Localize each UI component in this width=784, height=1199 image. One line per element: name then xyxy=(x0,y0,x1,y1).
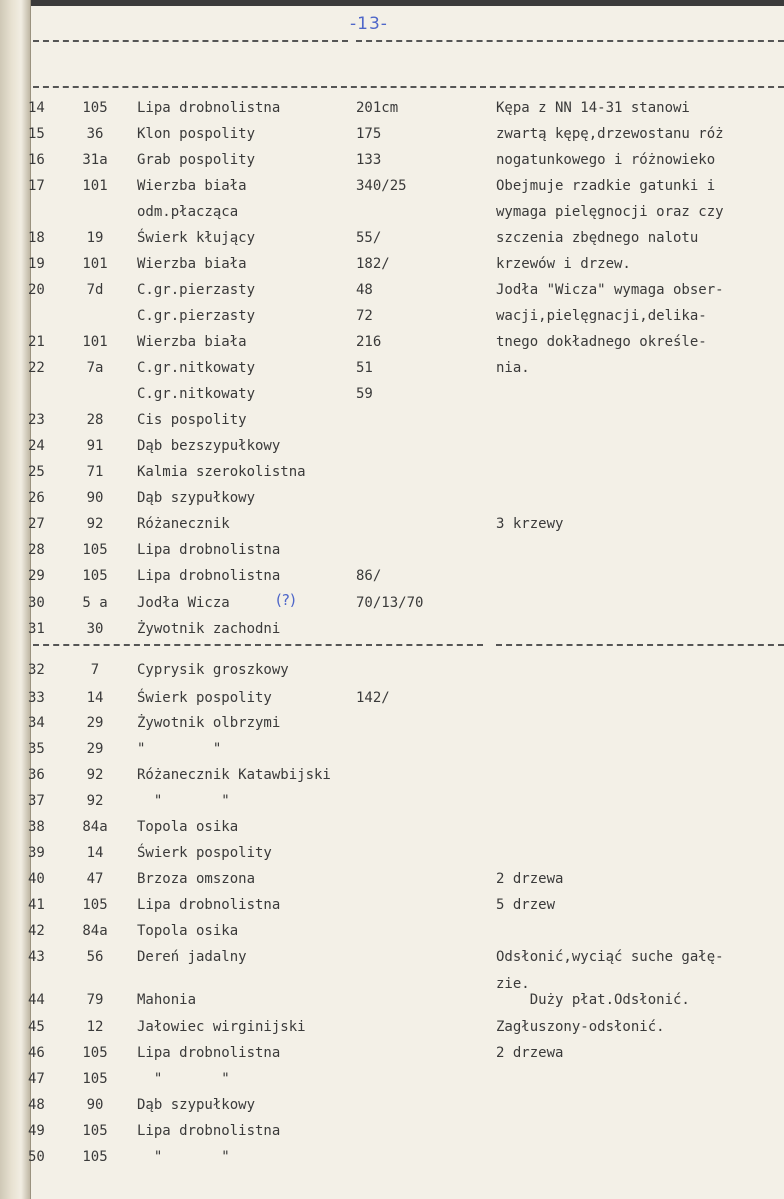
note-text: krzewów i drzew. xyxy=(496,256,631,272)
species-code: 105 xyxy=(82,897,108,913)
table-top-rule xyxy=(33,86,784,88)
measurement: 55/ xyxy=(356,230,382,246)
note-line xyxy=(0,200,784,224)
row-number: 32 xyxy=(28,662,45,678)
row-number: 15 xyxy=(28,126,45,142)
row-number: 40 xyxy=(28,871,45,887)
species-code: 90 xyxy=(86,1097,104,1113)
table-row xyxy=(0,919,784,943)
row-number: 20 xyxy=(28,282,45,298)
row-number: 42 xyxy=(28,923,45,939)
table-row xyxy=(0,434,784,458)
species-name: Dąb szypułkowy xyxy=(137,1097,256,1113)
table-row xyxy=(0,893,784,917)
note-text: wymaga pielęgnocji oraz czy xyxy=(496,204,724,220)
measurement: 133 xyxy=(356,152,382,168)
note-text: zwartą kępę,drzewostanu róż xyxy=(496,126,724,142)
species-name: Grab pospolity xyxy=(137,152,256,168)
species-code: 19 xyxy=(86,230,104,246)
species-name: Lipa drobnolistna xyxy=(137,897,281,913)
table-row xyxy=(0,658,784,682)
row-number: 35 xyxy=(28,741,45,757)
note-line xyxy=(0,278,784,302)
measurement: 51 xyxy=(356,360,373,376)
species-name: Dąb bezszypułkowy xyxy=(137,438,281,454)
species-code: 105 xyxy=(82,542,108,558)
species-name: Mahonia xyxy=(137,992,197,1008)
table-row xyxy=(0,1119,784,1143)
species-code: 105 xyxy=(82,1149,108,1165)
species-name: " " xyxy=(137,1071,230,1087)
species-name: odm.płacząca xyxy=(137,204,239,220)
note-text: nia. xyxy=(496,360,530,376)
species-name: Cis pospolity xyxy=(137,412,247,428)
species-name: Jałowiec wirginijski xyxy=(137,1019,306,1035)
row-number: 17 xyxy=(28,178,45,194)
note-line xyxy=(0,96,784,120)
species-code: 105 xyxy=(82,1071,108,1087)
note-line xyxy=(0,252,784,276)
row-number: 33 xyxy=(28,690,45,706)
row-number: 29 xyxy=(28,568,45,584)
species-name: Lipa drobnolistna xyxy=(137,100,281,116)
species-code: 30 xyxy=(86,621,104,637)
species-name: C.gr.nitkowaty xyxy=(137,386,256,402)
table-row xyxy=(0,1041,784,1065)
species-code: 14 xyxy=(86,845,104,861)
species-name: Jodła Wicza xyxy=(137,595,230,611)
table-row xyxy=(0,486,784,510)
species-code: 7d xyxy=(86,282,104,298)
species-code: 71 xyxy=(86,464,104,480)
row-note: Zagłuszony-odsłonić. xyxy=(496,1019,665,1035)
row-number: 21 xyxy=(28,334,45,350)
note-text: Jodła "Wicza" wymaga obser- xyxy=(496,282,724,298)
table-row xyxy=(0,460,784,484)
table-row xyxy=(0,1093,784,1117)
species-code: 91 xyxy=(86,438,104,454)
measurement: 340/25 xyxy=(356,178,407,194)
species-code: 29 xyxy=(86,741,104,757)
row-number: 24 xyxy=(28,438,45,454)
header-rule-right xyxy=(356,40,784,42)
species-code: 105 xyxy=(82,1045,108,1061)
note-text: Obejmuje rzadkie gatunki i xyxy=(496,178,716,194)
table-row xyxy=(0,711,784,735)
measurement: 86/ xyxy=(356,568,382,584)
species-code: 29 xyxy=(86,715,104,731)
row-number: 49 xyxy=(28,1123,45,1139)
species-name: " " xyxy=(137,741,222,757)
species-name: Kalmia szerokolistna xyxy=(137,464,306,480)
species-code: 7 xyxy=(90,662,100,678)
table-row xyxy=(0,617,784,641)
species-code: 84a xyxy=(82,923,108,939)
species-code: 14 xyxy=(86,690,104,706)
measurement: 70/13/70 xyxy=(356,595,424,611)
row-number: 38 xyxy=(28,819,45,835)
species-code: 90 xyxy=(86,490,104,506)
note-line xyxy=(0,148,784,172)
note-line xyxy=(0,226,784,250)
row-number: 14 xyxy=(28,100,45,116)
species-name: Różanecznik Katawbijski xyxy=(137,767,331,783)
species-code: 79 xyxy=(86,992,104,1008)
handwritten-annotation: (?) xyxy=(276,591,296,609)
species-name: Brzoza omszona xyxy=(137,871,256,887)
row-note: 2 drzewa xyxy=(496,871,564,887)
row-number: 31 xyxy=(28,621,45,637)
species-name: Cyprysik groszkowy xyxy=(137,662,289,678)
row-note: 2 drzewa xyxy=(496,1045,564,1061)
row-number: 30 xyxy=(28,595,45,611)
species-code: 36 xyxy=(86,126,104,142)
row-note: 5 drzew xyxy=(496,897,556,913)
species-name: Wierzba biała xyxy=(137,178,247,194)
note-text: szczenia zbędnego nalotu xyxy=(496,230,699,246)
species-code: 5 a xyxy=(82,595,108,611)
row-number: 16 xyxy=(28,152,45,168)
table-row xyxy=(0,1015,784,1039)
row-number: 41 xyxy=(28,897,45,913)
species-name: C.gr.pierzasty xyxy=(137,308,256,324)
species-code: 105 xyxy=(82,568,108,584)
row-number: 37 xyxy=(28,793,45,809)
species-code: 7a xyxy=(86,360,104,376)
measurement: 182/ xyxy=(356,256,390,272)
species-code: 92 xyxy=(86,793,104,809)
section-rule-right xyxy=(496,644,784,646)
note-line xyxy=(0,174,784,198)
table-row xyxy=(0,1145,784,1169)
species-code: 105 xyxy=(82,1123,108,1139)
note-text: wacji,pielęgnacji,delika- xyxy=(496,308,707,324)
measurement: 216 xyxy=(356,334,382,350)
row-number: 44 xyxy=(28,992,45,1008)
table-row xyxy=(0,763,784,787)
species-name: " " xyxy=(137,793,230,809)
table-row xyxy=(0,945,784,969)
table-row xyxy=(0,512,784,536)
row-number: 36 xyxy=(28,767,45,783)
measurement: 201cm xyxy=(356,100,399,116)
species-name: Różanecznik xyxy=(137,516,230,532)
row-number: 34 xyxy=(28,715,45,731)
row-number: 23 xyxy=(28,412,45,428)
row-number: 50 xyxy=(28,1149,45,1165)
species-name: Topola osika xyxy=(137,819,239,835)
row-number: 18 xyxy=(28,230,45,246)
species-name: Świerk kłujący xyxy=(137,230,256,246)
species-code: 101 xyxy=(82,178,108,194)
section-rule-left xyxy=(33,644,483,646)
header-rule-left xyxy=(33,40,348,42)
row-number: 27 xyxy=(28,516,45,532)
species-name: Lipa drobnolistna xyxy=(137,568,281,584)
species-name: Lipa drobnolistna xyxy=(137,1123,281,1139)
row-number: 19 xyxy=(28,256,45,272)
note-text: tnego dokładnego określe- xyxy=(496,334,707,350)
species-code: 28 xyxy=(86,412,104,428)
table-row xyxy=(0,737,784,761)
note-text: Kępa z NN 14-31 stanowi xyxy=(496,100,690,116)
measurement: 175 xyxy=(356,126,382,142)
species-code: 101 xyxy=(82,334,108,350)
table-row xyxy=(0,988,784,1012)
note-text: nogatunkowego i różnowieko xyxy=(496,152,716,168)
species-name: Lipa drobnolistna xyxy=(137,1045,281,1061)
species-code: 84a xyxy=(82,819,108,835)
row-number: 25 xyxy=(28,464,45,480)
row-number: 43 xyxy=(28,949,45,965)
row-number: 22 xyxy=(28,360,45,376)
species-code: 47 xyxy=(86,871,104,887)
table-row xyxy=(0,408,784,432)
species-code: 105 xyxy=(82,100,108,116)
row-number: 28 xyxy=(28,542,45,558)
species-name: C.gr.nitkowaty xyxy=(137,360,256,376)
species-name: Żywotnik zachodni xyxy=(137,621,281,637)
note-line xyxy=(0,330,784,354)
species-code: 92 xyxy=(86,516,104,532)
species-name: C.gr.pierzasty xyxy=(137,282,256,298)
species-name: Żywotnik olbrzymi xyxy=(137,715,281,731)
species-name: Lipa drobnolistna xyxy=(137,542,281,558)
table-row xyxy=(0,1067,784,1091)
measurement: 59 xyxy=(356,386,373,402)
row-note: Odsłonić,wyciąć suche gałę- xyxy=(496,949,724,965)
note-line xyxy=(0,304,784,328)
row-number: 45 xyxy=(28,1019,45,1035)
table-row xyxy=(0,789,784,813)
species-name: Świerk pospolity xyxy=(137,690,272,706)
row-number: 46 xyxy=(28,1045,45,1061)
note-line xyxy=(0,356,784,380)
table-row xyxy=(0,382,784,406)
measurement: 72 xyxy=(356,308,373,324)
table-row xyxy=(0,867,784,891)
table-row xyxy=(0,591,784,615)
row-number: 47 xyxy=(28,1071,45,1087)
species-name: Klon pospolity xyxy=(137,126,256,142)
measurement: 48 xyxy=(356,282,373,298)
species-code: 92 xyxy=(86,767,104,783)
row-number: 48 xyxy=(28,1097,45,1113)
species-name: Wierzba biała xyxy=(137,334,247,350)
species-name: Wierzba biała xyxy=(137,256,247,272)
species-code: 31a xyxy=(82,152,108,168)
row-note: Duży płat.Odsłonić. xyxy=(496,992,690,1008)
page-number: -13- xyxy=(350,14,388,34)
table-row xyxy=(0,815,784,839)
species-code: 101 xyxy=(82,256,108,272)
species-name: Topola osika xyxy=(137,923,239,939)
table-row xyxy=(0,686,784,710)
species-name: " " xyxy=(137,1149,230,1165)
species-code: 56 xyxy=(86,949,104,965)
row-number: 26 xyxy=(28,490,45,506)
species-name: Świerk pospolity xyxy=(137,845,272,861)
species-code: 12 xyxy=(86,1019,104,1035)
species-name: Dereń jadalny xyxy=(137,949,247,965)
row-note: zie. xyxy=(496,976,530,992)
row-note: 3 krzewy xyxy=(496,516,564,532)
table-row xyxy=(0,564,784,588)
row-number: 39 xyxy=(28,845,45,861)
measurement: 142/ xyxy=(356,690,390,706)
table-row xyxy=(0,841,784,865)
species-name: Dąb szypułkowy xyxy=(137,490,256,506)
table-row xyxy=(0,538,784,562)
note-line xyxy=(0,122,784,146)
